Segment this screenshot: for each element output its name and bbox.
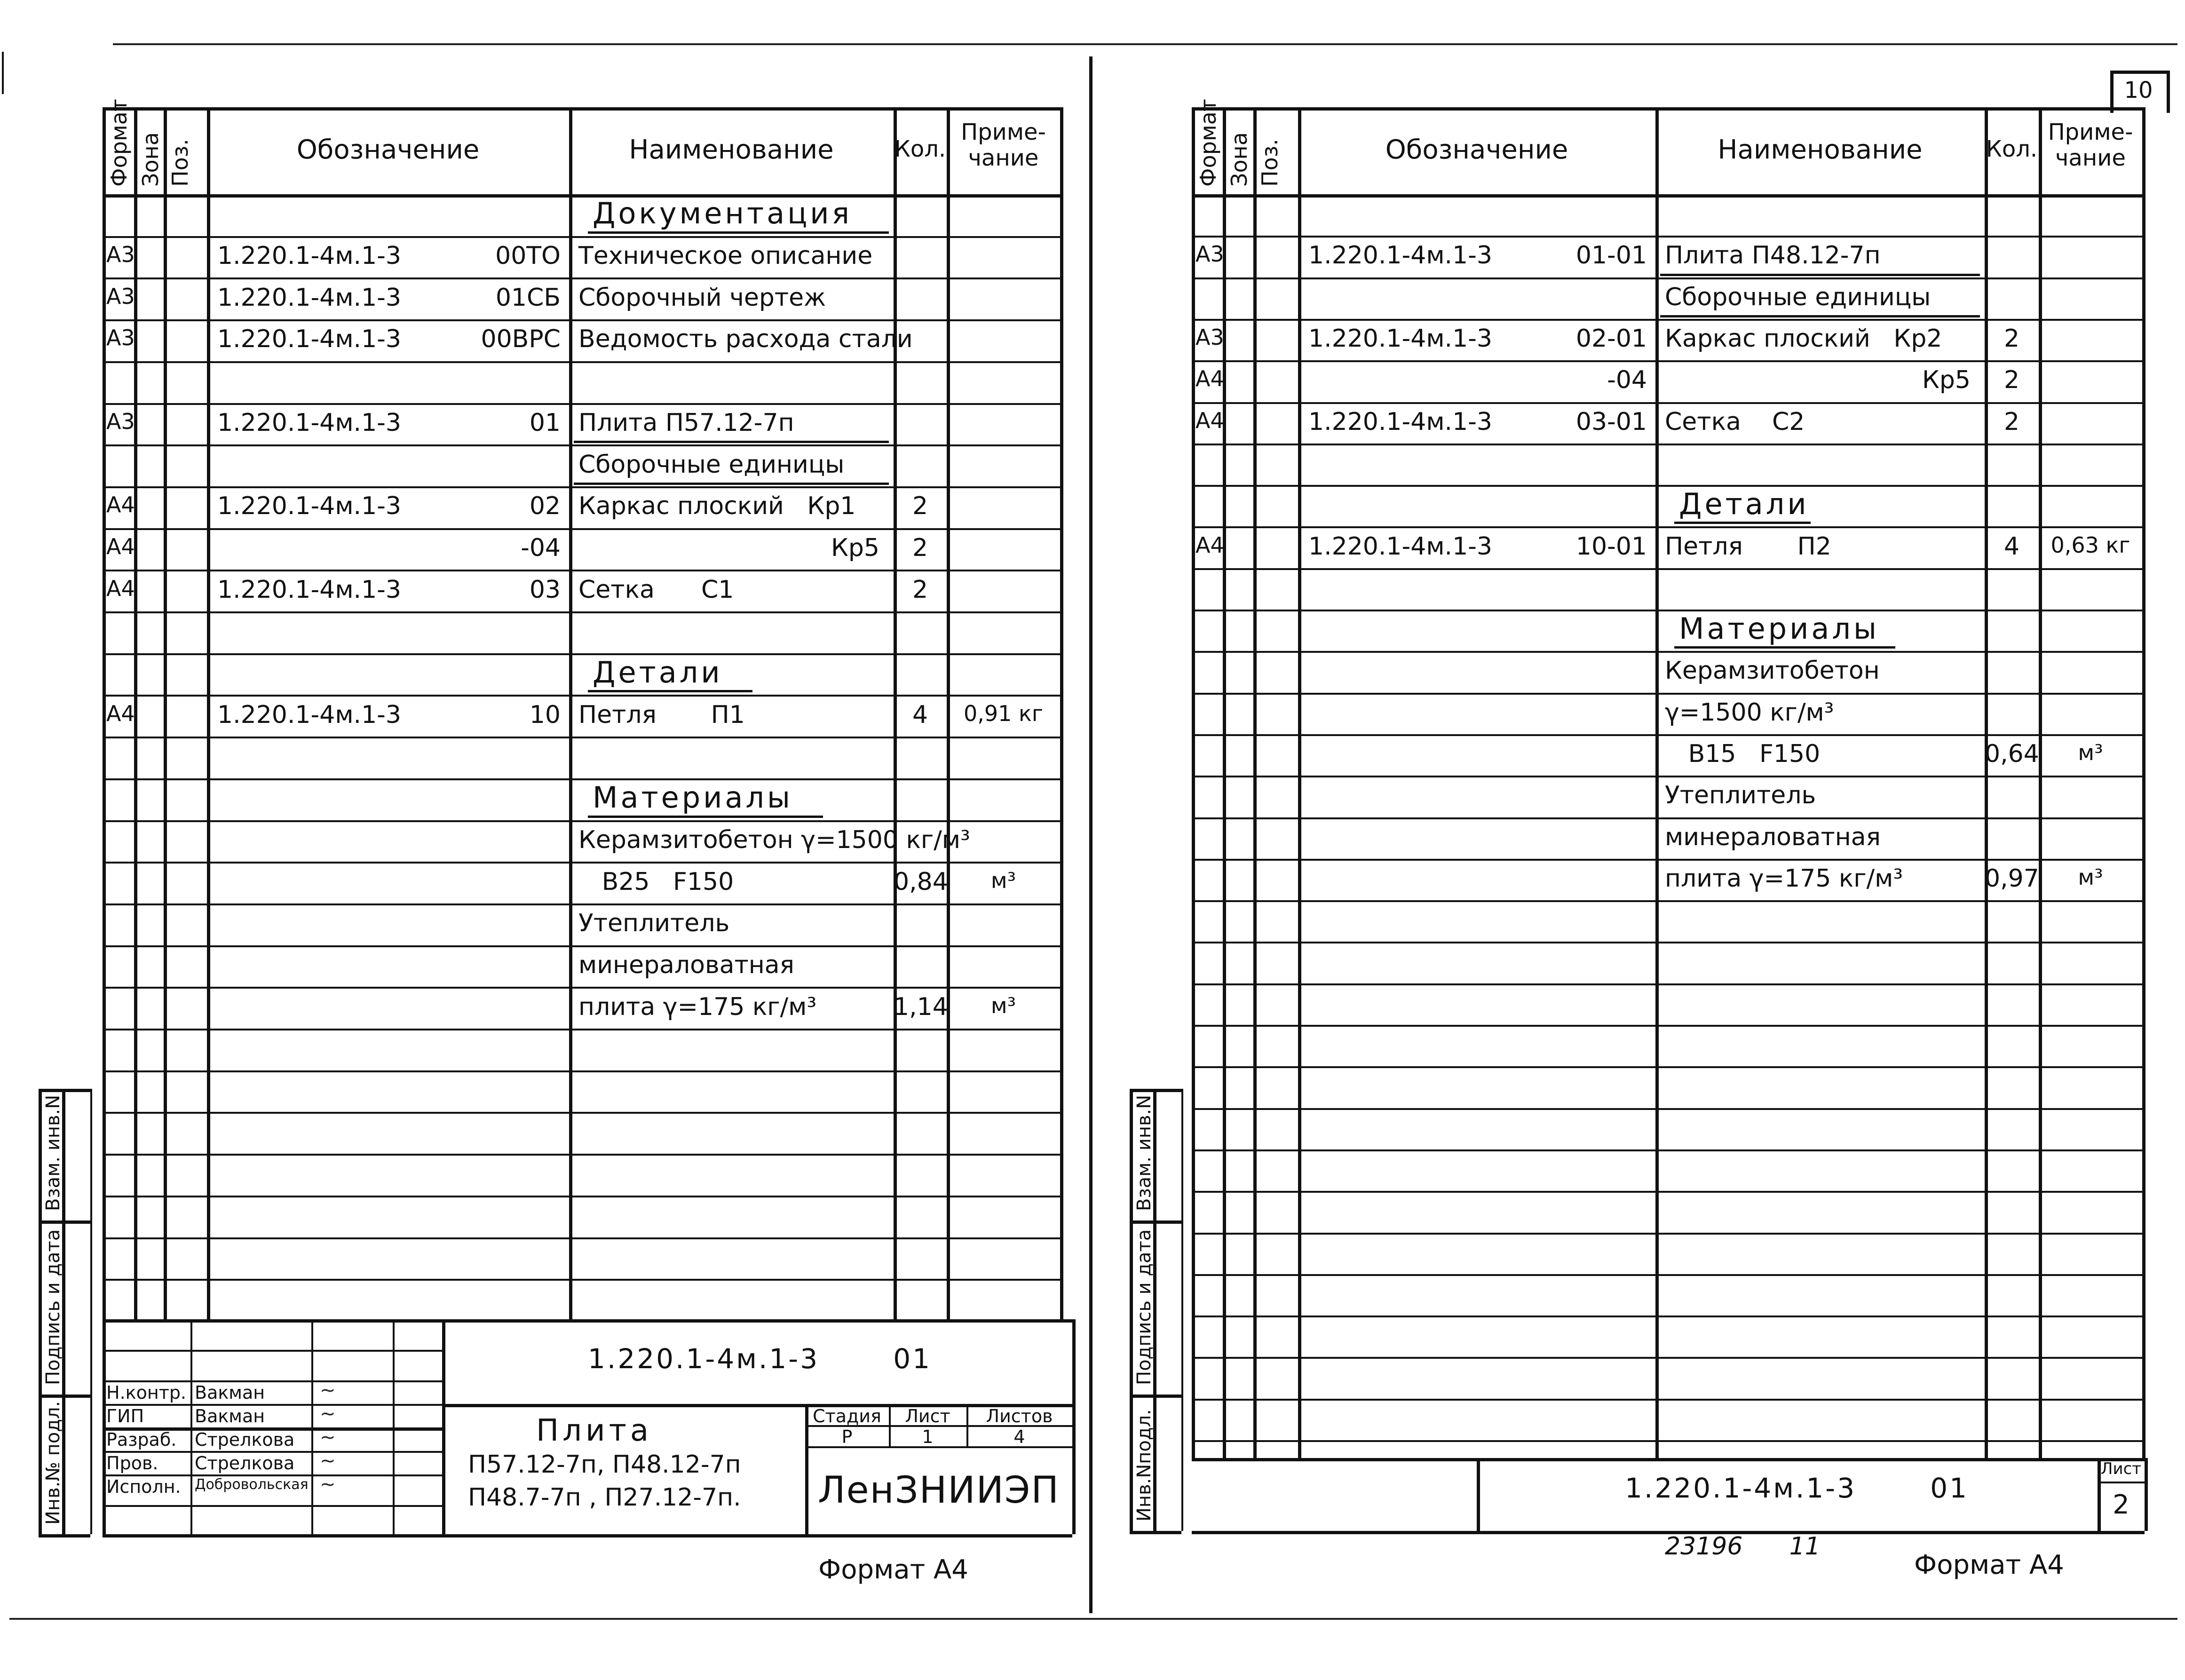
left-format-note: Формат А4 <box>818 1554 968 1585</box>
rule-h <box>1192 568 2142 570</box>
stamp-title-line2: П57.12-7п, П48.12-7п <box>468 1450 741 1479</box>
rule-h <box>1192 817 2142 819</box>
row-designation-suffix: 00ВРС <box>481 325 561 354</box>
stamp-stage-label: Стадия <box>813 1406 881 1426</box>
row-note: м³ <box>2078 864 2103 890</box>
row-format: А4 <box>1195 532 1224 558</box>
rule-v <box>1192 107 1195 1458</box>
row-designation-suffix: 00ТО <box>495 242 561 270</box>
row-name: Техническое описание <box>578 242 873 270</box>
name-underline <box>1660 315 1980 317</box>
signature-mark: ~ <box>320 1474 336 1495</box>
row-format: А3 <box>106 325 135 351</box>
name-underline <box>1660 274 1980 276</box>
row-designation-suffix: 01СБ <box>495 283 561 312</box>
rule-v <box>1223 107 1226 1458</box>
row-format: А3 <box>106 242 135 268</box>
row-designation: 1.220.1-4м.1-3 <box>217 492 402 521</box>
row-qty: 2 <box>912 575 928 604</box>
stamp-sheet: 1 <box>922 1426 934 1447</box>
stamp-role: ГИП <box>106 1406 144 1426</box>
rule-h <box>1192 693 2142 695</box>
row-name: Утеплитель <box>1665 781 1816 810</box>
row-designation-suffix: -04 <box>1607 366 1647 395</box>
row-name: Кр5 <box>831 533 879 562</box>
row-designation: 1.220.1-4м.1-3 <box>1308 532 1493 561</box>
stamp-code: 1.220.1-4м.1-3 01 <box>1625 1472 1969 1504</box>
row-name: плита γ=175 кг/м³ <box>578 992 817 1021</box>
stamp-code: 1.220.1-4м.1-3 01 <box>588 1343 932 1375</box>
rule-v <box>2142 107 2145 1458</box>
rule-h <box>1192 1458 2145 1461</box>
row-qty: 0,64 <box>1985 740 2039 769</box>
header-pos: Поз. <box>167 139 193 187</box>
header-designation: Обозначение <box>296 134 480 165</box>
stamp-sheet-label: Лист <box>2100 1459 2142 1478</box>
rule-h <box>1192 1440 2142 1442</box>
row-qty: 1,14 <box>894 992 948 1021</box>
rule-h <box>1192 734 2142 736</box>
rule-h <box>1192 1357 2142 1359</box>
stamp-role: Пров. <box>106 1453 158 1474</box>
stamp-name: Стрелкова <box>195 1429 295 1450</box>
row-name: Сборочные единицы <box>578 450 845 479</box>
row-format: А3 <box>106 408 135 434</box>
rule-v <box>1298 107 1301 1458</box>
rule-h <box>1192 983 2142 985</box>
row-qty: 2 <box>2003 407 2020 436</box>
rule-h <box>2098 1482 2145 1483</box>
rule-h <box>1192 859 2142 861</box>
row-name: Петля П2 <box>1665 532 1831 561</box>
rule-v <box>2145 1458 2148 1531</box>
rule-v <box>1181 1089 1183 1531</box>
row-note: м³ <box>990 867 1016 893</box>
stamp-stage: Р <box>841 1426 853 1447</box>
row-format: А4 <box>106 492 135 518</box>
row-designation-suffix: 02 <box>529 492 561 521</box>
header-zone: Зона <box>1227 132 1252 187</box>
rule-v <box>1655 107 1659 1458</box>
stamp-organization: ЛенЗНИИЭП <box>817 1469 1060 1512</box>
row-name: Плита П48.12-7п <box>1665 241 1881 270</box>
side-label-inv-dupl: Взам. инв.N <box>42 1094 64 1211</box>
row-designation-suffix: 02-01 <box>1575 325 1647 353</box>
row-designation: 1.220.1-4м.1-3 <box>1308 407 1493 436</box>
rule-v <box>2167 71 2170 113</box>
header-qty: Кол. <box>1986 135 2038 162</box>
side-label-sign-date: Подпись и дата <box>1133 1229 1155 1385</box>
row-format: А3 <box>106 283 135 309</box>
rule-v <box>1985 107 1988 1458</box>
row-designation: 1.220.1-4м.1-3 <box>1308 325 1493 353</box>
rule-h <box>1130 1220 1181 1224</box>
stamp-role: Исполн. <box>106 1476 181 1497</box>
rule-v <box>1253 107 1257 1458</box>
row-designation: 1.220.1-4м.1-3 <box>217 408 402 437</box>
section-heading: Материалы <box>1679 611 1879 646</box>
side-label-inv-dupl: Взам. инв.N <box>1133 1094 1155 1211</box>
header-note: Приме- чание <box>961 119 1046 172</box>
rule-h <box>1130 1089 1181 1092</box>
rule-h <box>1130 1395 1181 1398</box>
row-name: Кр5 <box>1922 366 1971 395</box>
rule-h <box>1192 277 2142 279</box>
row-name: Ведомость расхода стали <box>578 325 913 354</box>
row-designation: 1.220.1-4м.1-3 <box>217 283 402 312</box>
rule-h <box>1192 942 2142 943</box>
row-designation-suffix: 03-01 <box>1575 407 1647 436</box>
rule-h <box>2110 71 2167 74</box>
row-format: А4 <box>1195 407 1224 433</box>
row-name: Сетка С2 <box>1665 407 1805 436</box>
side-label-sign-date: Подпись и дата <box>42 1229 64 1385</box>
row-qty: 4 <box>2003 532 2020 561</box>
rule-h <box>1192 1149 2142 1151</box>
rule-h <box>1192 1399 2142 1401</box>
stamp-sheets: 4 <box>1013 1426 1025 1447</box>
stamp-sheets-label: Листов <box>986 1406 1053 1426</box>
row-designation-suffix: 10-01 <box>1575 532 1647 561</box>
rule-h <box>1192 900 2142 902</box>
row-qty: 2 <box>2003 366 2020 395</box>
row-qty: 2 <box>912 533 928 562</box>
section-underline <box>1674 522 1811 524</box>
row-name: Сборочные единицы <box>1665 283 1931 311</box>
side-label-inv-orig: Инв.№ подл. <box>42 1401 64 1525</box>
rule-h <box>1192 402 2142 404</box>
row-name: Петля П1 <box>578 700 745 729</box>
header-format: Формат <box>1195 99 1221 187</box>
rule-h <box>1192 1233 2142 1235</box>
row-name: Каркас плоский Кр2 <box>1665 325 1942 353</box>
rule-h <box>1192 651 2142 653</box>
row-name: Керамзитобетон <box>1665 657 1880 685</box>
row-designation: 1.220.1-4м.1-3 <box>217 325 402 354</box>
stamp-name: Стрелкова <box>195 1453 295 1474</box>
row-format: А4 <box>106 700 135 726</box>
row-qty: 0,97 <box>1985 864 2039 893</box>
rule-h <box>1192 776 2142 777</box>
row-name: плита γ=175 кг/м³ <box>1665 864 1903 893</box>
rule-h <box>1192 610 2142 611</box>
section-heading: Документация <box>593 196 852 231</box>
row-name: В25 F150 <box>578 867 734 896</box>
row-format: А4 <box>106 575 135 601</box>
signature-mark: ~ <box>320 1403 336 1425</box>
section-heading: Детали <box>593 655 723 690</box>
row-designation-suffix: 01-01 <box>1575 241 1647 270</box>
section-underline <box>1674 646 1895 649</box>
stamp-name: Вакман <box>195 1382 265 1403</box>
header-zone: Зона <box>138 132 163 187</box>
row-name: γ=1500 кг/м³ <box>1665 698 1834 727</box>
section-heading: Детали <box>1679 487 1809 522</box>
row-note: 0,63 кг <box>2050 532 2130 558</box>
rule-h <box>1130 1531 1181 1534</box>
signature-mark: ~ <box>320 1379 336 1401</box>
row-designation-suffix: 01 <box>529 408 561 437</box>
rule-h <box>1192 1066 2142 1068</box>
rule-h <box>1192 236 2142 238</box>
signature-mark: ~ <box>320 1426 336 1448</box>
row-name: минераловатная <box>1665 823 1881 851</box>
section-heading: Материалы <box>593 780 793 815</box>
header-qty: Кол. <box>894 135 946 162</box>
row-designation: 1.220.1-4м.1-3 <box>1308 241 1493 270</box>
row-qty: 2 <box>2003 325 2020 353</box>
rule-h <box>1192 194 2142 198</box>
row-name: Керамзитобетон γ=1500 кг/м³ <box>578 825 970 854</box>
rule-h <box>1192 526 2142 528</box>
stamp-title-line1: Плита <box>536 1413 653 1448</box>
row-note: 0,91 кг <box>964 700 1043 726</box>
stamp-name: Добровольская <box>195 1476 309 1493</box>
row-qty: 2 <box>912 492 928 521</box>
header-note: Приме- чание <box>2048 119 2133 172</box>
row-designation: 1.220.1-4м.1-3 <box>217 242 402 270</box>
stamp-name: Вакман <box>195 1406 265 1426</box>
header-designation: Обозначение <box>1385 134 1568 165</box>
row-name: В15 F150 <box>1665 740 1821 769</box>
rule-h <box>1192 319 2142 321</box>
signature-mark: ~ <box>320 1450 336 1472</box>
rule-h <box>1192 1315 2142 1317</box>
rule-h <box>1192 1025 2142 1027</box>
side-label-inv-orig: Инв.Nподл. <box>1133 1409 1155 1522</box>
page-corner-number: 10 <box>2124 77 2153 103</box>
rule-v <box>1477 1458 1480 1531</box>
rule-v <box>1130 1089 1133 1531</box>
row-designation-suffix: 10 <box>529 700 561 729</box>
row-note: м³ <box>990 992 1016 1018</box>
row-qty: 4 <box>912 700 928 729</box>
right-archive-number: 23196 11 <box>1665 1532 1821 1561</box>
row-name: Сборочный чертеж <box>578 283 826 312</box>
stamp-title-line3: П48.7-7п , П27.12-7п. <box>468 1483 741 1512</box>
rule-h <box>1192 107 2142 111</box>
rule-h <box>1192 485 2142 487</box>
row-format: А4 <box>106 533 135 559</box>
row-format: А3 <box>1195 241 1224 267</box>
row-name: Сетка С1 <box>578 575 734 604</box>
row-note: м³ <box>2078 740 2103 766</box>
stamp-role: Н.контр. <box>106 1382 187 1403</box>
header-name: Наименование <box>1718 134 1923 165</box>
row-designation: 1.220.1-4м.1-3 <box>217 700 402 729</box>
row-qty: 0,84 <box>894 867 948 896</box>
row-name: Каркас плоский Кр1 <box>578 492 856 521</box>
rule-h <box>1192 444 2142 445</box>
rule-h <box>1192 1108 2142 1110</box>
row-designation: 1.220.1-4м.1-3 <box>217 575 402 604</box>
row-designation-suffix: 03 <box>529 575 561 604</box>
rule-v <box>2039 107 2042 1458</box>
row-format: А3 <box>1195 325 1224 350</box>
stamp-sheet: 2 <box>2113 1490 2130 1520</box>
right-format-note: Формат А4 <box>1914 1550 2064 1580</box>
row-format: А4 <box>1195 366 1224 392</box>
header-name: Наименование <box>629 134 834 165</box>
row-name: минераловатная <box>578 951 794 979</box>
header-format: Формат <box>106 99 132 187</box>
stamp-sheet-label: Лист <box>905 1406 950 1426</box>
rule-h <box>1192 1274 2142 1276</box>
rule-h <box>1192 360 2142 362</box>
rule-h <box>1192 1191 2142 1193</box>
row-name: Плита П57.12-7п <box>578 408 794 437</box>
header-pos: Поз. <box>1257 139 1282 187</box>
row-name: Утеплитель <box>578 909 730 938</box>
row-designation-suffix: -04 <box>521 533 561 562</box>
stamp-role: Разраб. <box>106 1429 177 1450</box>
